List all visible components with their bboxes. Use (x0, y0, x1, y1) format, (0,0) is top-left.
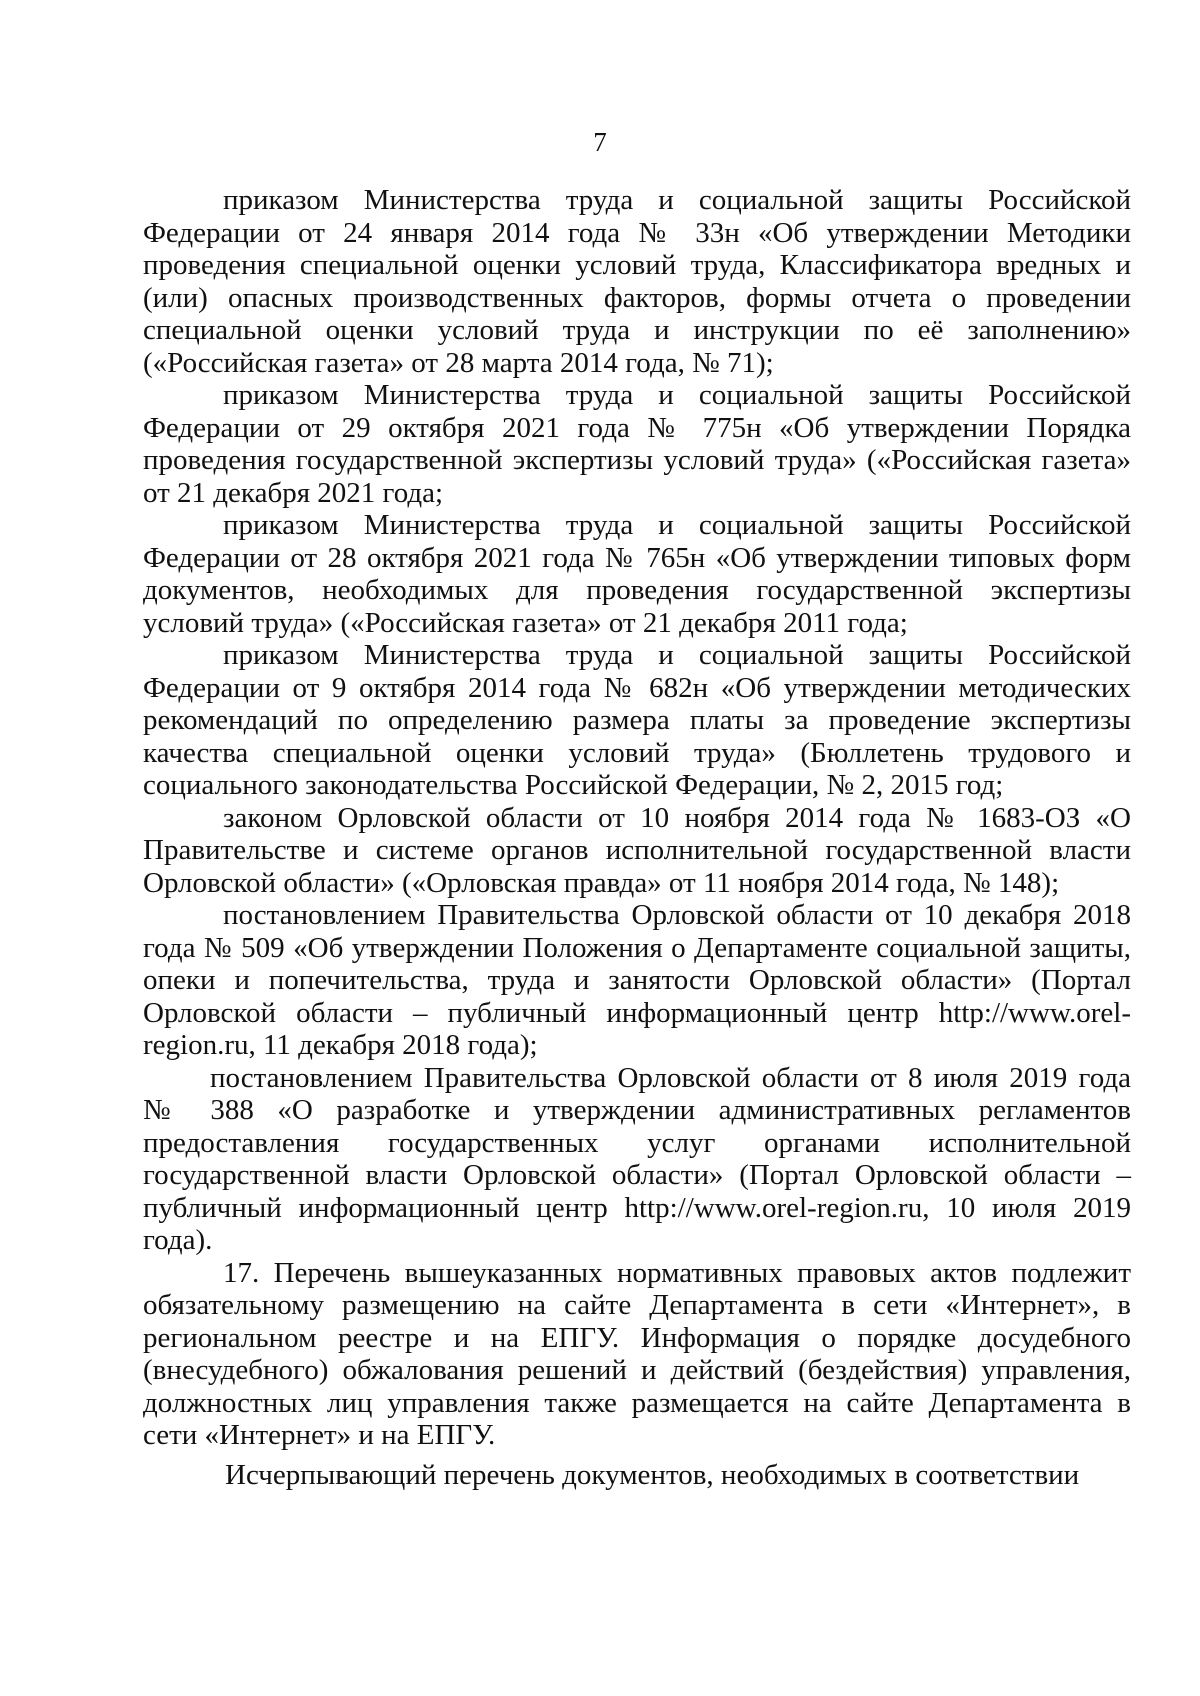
paragraph-resolution-509: постановлением Правительства Орловской области от 10 декабря 2018 года № 509 «Об утверждении Положения о Департаменте социальной защиты, опеки и попечительства, труда и занятости Орловской области» (Портал Орловской области – публичный информационный центр http://www.orel-region.ru, 11 декабря 2018 года); (143, 899, 1131, 1061)
section-heading: Исчерпывающий перечень документов, необходимых в соответствии (225, 1459, 1080, 1491)
page-number: 7 (593, 127, 607, 157)
paragraph-resolution-388: постановлением Правительства Орловской области от 8 июля 2019 года № 388 «О разработке и утверждении административных регламентов предоставления государственных услуг органами исполнительной государственной власти Орловской области» (Портал Орловской области – публичный информационный центр http://www.orel-region.ru, 10 июля 2019 года). (143, 1061, 1131, 1256)
paragraph-order-682n: приказом Министерства труда и социальной защиты Российской Федерации от 9 октября 2014 года № 682н «Об утверждении методических рекомендаций по определению размера платы за проведение экспертизы качества специальной оценки условий труда» (Бюллетень трудового и социального законодательства Российской Федерации, № 2, 2015 год; (143, 639, 1131, 801)
paragraph-order-33n: приказом Министерства труда и социальной защиты Российской Федерации от 24 января 2014 года № 33н «Об утверждении Методики проведения специальной оценки условий труда, Классификатора вредных и (или) опасных производственных факторов, формы отчета о проведении специальной оценки условий труда и инструкции по её заполнению» («Российская газета» от 28 марта 2014 года, № 71); (143, 184, 1131, 379)
paragraph-order-765n: приказом Министерства труда и социальной защиты Российской Федерации от 28 октября 2021 года № 765н «Об утверждении типовых форм документов, необходимых для проведения государственной экспертизы условий труда» («Российская газета» от 21 декабря 2011 года; (143, 509, 1131, 639)
paragraph-law-1683-oz: законом Орловской области от 10 ноября 2014 года № 1683-ОЗ «О Правительстве и системе органов исполнительной государственной власти Орловской области» («Орловская правда» от 11 ноября 2014 года, № 148); (143, 801, 1131, 899)
paragraph-order-775n: приказом Министерства труда и социальной защиты Российской Федерации от 29 октября 2021 года № 775н «Об утверждении Порядка проведения государственной экспертизы условий труда» («Российская газета» от 21 декабря 2021 года; (143, 379, 1131, 509)
document-body (143, 184, 1131, 1452)
paragraph-item-17: 17. Перечень вышеуказанных нормативных правовых актов подлежит обязательному размещению на сайте Департамента в сети «Интернет», в региональном реестре и на ЕПГУ. Информация о порядке досудебного (внесудебного) обжалования решений и действий (бездействия) управления, должностных лиц управления также размещается на сайте Департамента в сети «Интернет» и на ЕПГУ. (143, 1256, 1131, 1451)
